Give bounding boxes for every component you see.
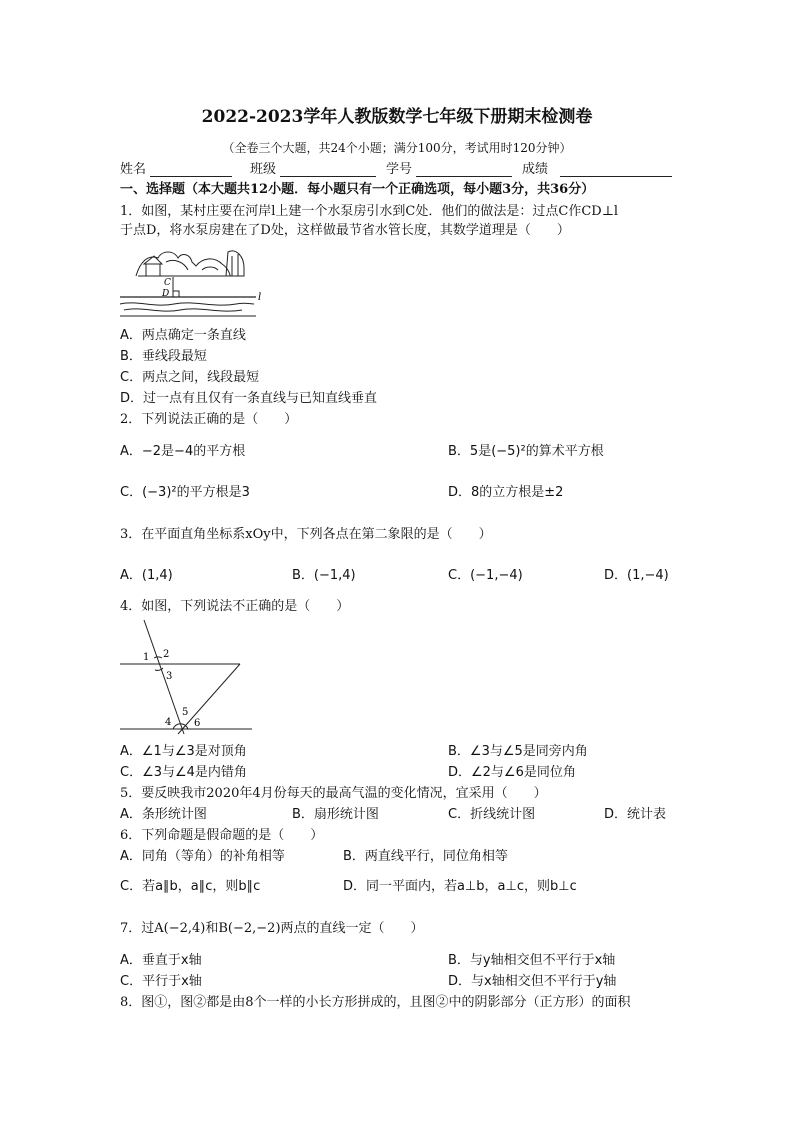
q2-stem: 2．下列说法正确的是（ ）	[120, 412, 298, 427]
q2-option-c[interactable]: C．(−3)²的平方根是3	[120, 485, 250, 500]
q4-option-b[interactable]: B．∠3与∠5是同旁内角	[448, 744, 588, 759]
q3-stem: 3．在平面直角坐标系xOy中，下列各点在第二象限的是（ ）	[120, 527, 492, 542]
angle-4-label: 4	[165, 717, 172, 728]
q3-option-b[interactable]: B．(−1,4)	[292, 568, 356, 583]
angle-1-label: 1	[143, 652, 150, 663]
score-label: 成绩	[522, 162, 549, 177]
transversal-1	[144, 620, 184, 734]
q2-option-d[interactable]: D．8的立方根是±2	[448, 485, 564, 500]
class-blank[interactable]	[280, 176, 376, 177]
q2-option-b[interactable]: B．5是(−5)²的算术平方根	[448, 444, 604, 459]
exam-info-subtitle: （全卷三个大题，共24个小题；满分100分，考试用时120分钟）	[222, 141, 572, 155]
village-illustration	[136, 251, 244, 276]
river-wave	[120, 303, 254, 305]
q1-stem-line2: 于点D，将水泵房建在了D处，这样做最节省水管长度，其数学道理是（ ）	[120, 223, 570, 238]
q7-option-a[interactable]: A．垂直于x轴	[120, 953, 202, 968]
section-heading: 一、选择题（本大题共12小题．每小题只有一个正确选项，每小题3分，共36分）	[120, 182, 595, 197]
q4-option-c[interactable]: C．∠3与∠4是内错角	[120, 765, 247, 780]
q7-option-b[interactable]: B．与y轴相交但不平行于x轴	[448, 953, 616, 968]
point-c-label: C	[164, 278, 171, 288]
q8-stem: 8．图①，图②都是由8个一样的小长方形拼成的，且图②中的阴影部分（正方形）的面积	[120, 995, 631, 1010]
angle-6-label: 6	[194, 718, 201, 729]
q3-option-c[interactable]: C．(−1,−4)	[448, 568, 523, 583]
q4-option-d[interactable]: D．∠2与∠6是同位角	[448, 765, 576, 780]
q1-stem-line1: 1．如图，某村庄要在河岸l上建一个水泵房引水到C处．他们的做法是：过点C作CD⊥l	[120, 204, 619, 219]
q6-option-b[interactable]: B．两直线平行，同位角相等	[343, 849, 508, 864]
q2-option-a[interactable]: A．−2是−4的平方根	[120, 444, 246, 459]
class-label: 班级	[250, 162, 277, 177]
q6-stem: 6．下列命题是假命题的是（ ）	[120, 828, 324, 843]
transversal-2	[178, 664, 240, 734]
q5-option-d[interactable]: D．统计表	[604, 807, 667, 822]
page-title: 2022-2023学年人教版数学七年级下册期末检测卷	[201, 107, 593, 127]
q7-stem: 7．过A(−2,4)和B(−2,−2)两点的直线一定（ ）	[120, 921, 424, 936]
q5-option-c[interactable]: C．折线统计图	[448, 807, 536, 822]
id-label: 学号	[386, 162, 413, 177]
q7-option-d[interactable]: D．与x轴相交但不平行于y轴	[448, 974, 617, 989]
q5-option-b[interactable]: B．扇形统计图	[292, 807, 379, 822]
q4-stem: 4．如图，下列说法不正确的是（ ）	[120, 599, 350, 614]
river-wave	[124, 309, 242, 311]
line-l-label: l	[258, 292, 262, 303]
q5-option-a[interactable]: A．条形统计图	[120, 807, 207, 822]
q1-river-figure	[118, 244, 268, 324]
angle-3-label: 3	[166, 671, 173, 682]
q1-option-b[interactable]: B．垂线段最短	[120, 349, 207, 364]
q5-stem: 5．要反映我市2020年4月份每天的最高气温的变化情况，宜采用（ ）	[120, 786, 547, 801]
q1-option-a[interactable]: A．两点确定一条直线	[120, 328, 246, 343]
name-label: 姓名	[120, 162, 147, 177]
score-blank[interactable]	[560, 176, 672, 177]
q1-option-d[interactable]: D．过一点有且仅有一条直线与已知直线垂直	[120, 391, 378, 406]
q1-option-c[interactable]: C．两点之间，线段最短	[120, 370, 260, 385]
q7-option-c[interactable]: C．平行于x轴	[120, 974, 202, 989]
angle-5-label: 5	[182, 707, 189, 718]
q6-option-d[interactable]: D．同一平面内，若a⊥b，a⊥c，则b⊥c	[343, 879, 577, 894]
angle-arc	[154, 657, 162, 658]
q4-option-a[interactable]: A．∠1与∠3是对顶角	[120, 744, 247, 759]
q6-option-c[interactable]: C．若a∥b，a∥c，则b∥c	[120, 879, 261, 894]
q3-option-d[interactable]: D．(1,−4)	[604, 568, 669, 583]
q6-option-a[interactable]: A．同角（等角）的补角相等	[120, 849, 285, 864]
q4-angle-figure	[118, 618, 258, 738]
angle-2-label: 2	[163, 649, 170, 660]
point-d-label: D	[162, 289, 170, 299]
right-angle-mark	[173, 291, 179, 297]
name-blank[interactable]	[150, 176, 232, 177]
id-blank[interactable]	[416, 176, 512, 177]
q3-option-a[interactable]: A．(1,4)	[120, 568, 173, 583]
